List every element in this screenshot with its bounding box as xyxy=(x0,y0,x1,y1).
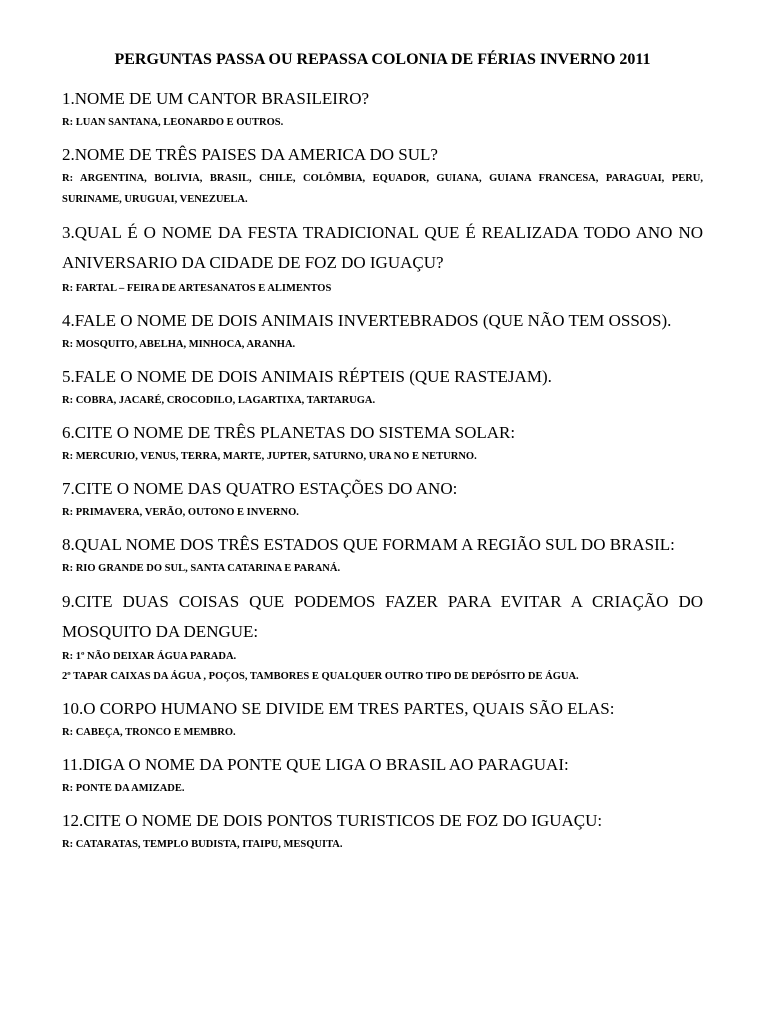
answer-9-line-2: 2º TAPAR CAIXAS DA ÁGUA , POÇOS, TAMBORES E QUALQUER OUTRO TIPO DE DEPÓSITO DE ÁGUA. xyxy=(62,671,579,682)
qa-item-1 xyxy=(62,85,703,133)
qa-item-4 xyxy=(62,307,703,355)
answer-7: R: PRIMAVERA, VERÃO, OUTONO E INVERNO. xyxy=(62,507,299,518)
question-1: 1.NOME DE UM CANTOR BRASILEIRO? xyxy=(62,89,370,108)
answer-6: R: MERCURIO, VENUS, TERRA, MARTE, JUPTER, SATURNO, URA NO E NETURNO. xyxy=(62,451,477,462)
answer-3: R: FARTAL – FEIRA DE ARTESANATOS E ALIMENTOS xyxy=(62,283,332,294)
qa-item-7 xyxy=(62,475,703,523)
answer-9-line-1: R: 1º NÃO DEIXAR ÁGUA PARADA. xyxy=(62,651,237,662)
question-7: 7.CITE O NOME DAS QUATRO ESTAÇÕES DO ANO: xyxy=(62,479,458,498)
answer-2: R: ARGENTINA, BOLIVIA, BRASIL, CHILE, COLÔMBIA, EQUADOR, GUIANA, GUIANA FRANCESA, PARAGUAI, PERU, SURINAME, URUGUAI, VENEZUELA. xyxy=(62,173,703,205)
question-12: 12.CITE O NOME DE DOIS PONTOS TURISTICOS DE FOZ DO IGUAÇU: xyxy=(62,811,603,830)
question-11: 11.DIGA O NOME DA PONTE QUE LIGA O BRASIL AO PARAGUAI: xyxy=(62,755,569,774)
answer-11: R: PONTE DA AMIZADE. xyxy=(62,783,185,794)
answer-9 xyxy=(62,647,703,687)
answer-4: R: MOSQUITO, ABELHA, MINHOCA, ARANHA. xyxy=(62,339,296,350)
qa-item-9 xyxy=(62,587,703,687)
document-title: PERGUNTAS PASSA OU REPASSA COLONIA DE FÉRIAS INVERNO 2011 xyxy=(114,51,651,68)
question-8: 8.QUAL NOME DOS TRÊS ESTADOS QUE FORMAM A REGIÃO SUL DO BRASIL: xyxy=(62,535,675,554)
question-2: 2.NOME DE TRÊS PAISES DA AMERICA DO SUL? xyxy=(62,145,438,164)
qa-item-11 xyxy=(62,751,703,799)
question-4: 4.FALE O NOME DE DOIS ANIMAIS INVERTEBRADOS (QUE NÃO TEM OSSOS). xyxy=(62,311,672,330)
question-9: 9.CITE DUAS COISAS QUE PODEMOS FAZER PARA EVITAR A CRIAÇÃO DO MOSQUITO DA DENGUE: xyxy=(62,592,703,641)
qa-item-2 xyxy=(62,141,703,210)
qa-item-3 xyxy=(62,218,703,299)
answer-5: R: COBRA, JACARÉ, CROCODILO, LAGARTIXA, TARTARUGA. xyxy=(62,395,376,406)
qa-item-8 xyxy=(62,531,703,579)
qa-item-10 xyxy=(62,695,703,743)
answer-10: R: CABEÇA, TRONCO E MEMBRO. xyxy=(62,727,236,738)
answer-1: R: LUAN SANTANA, LEONARDO E OUTROS. xyxy=(62,117,284,128)
question-6: 6.CITE O NOME DE TRÊS PLANETAS DO SISTEMA SOLAR: xyxy=(62,423,516,442)
answer-8: R: RIO GRANDE DO SUL, SANTA CATARINA E PARANÁ. xyxy=(62,563,341,574)
qa-item-6 xyxy=(62,419,703,467)
question-3: 3.QUAL É O NOME DA FESTA TRADICIONAL QUE É REALIZADA TODO ANO NO ANIVERSARIO DA CIDADE DE FOZ DO IGUAÇU? xyxy=(62,223,703,272)
answer-12: R: CATARATAS, TEMPLO BUDISTA, ITAIPU, MESQUITA. xyxy=(62,839,343,850)
question-10: 10.O CORPO HUMANO SE DIVIDE EM TRES PARTES, QUAIS SÃO ELAS: xyxy=(62,699,615,718)
question-5: 5.FALE O NOME DE DOIS ANIMAIS RÉPTEIS (QUE RASTEJAM). xyxy=(62,367,552,386)
qa-item-5 xyxy=(62,363,703,411)
qa-item-12 xyxy=(62,807,703,855)
